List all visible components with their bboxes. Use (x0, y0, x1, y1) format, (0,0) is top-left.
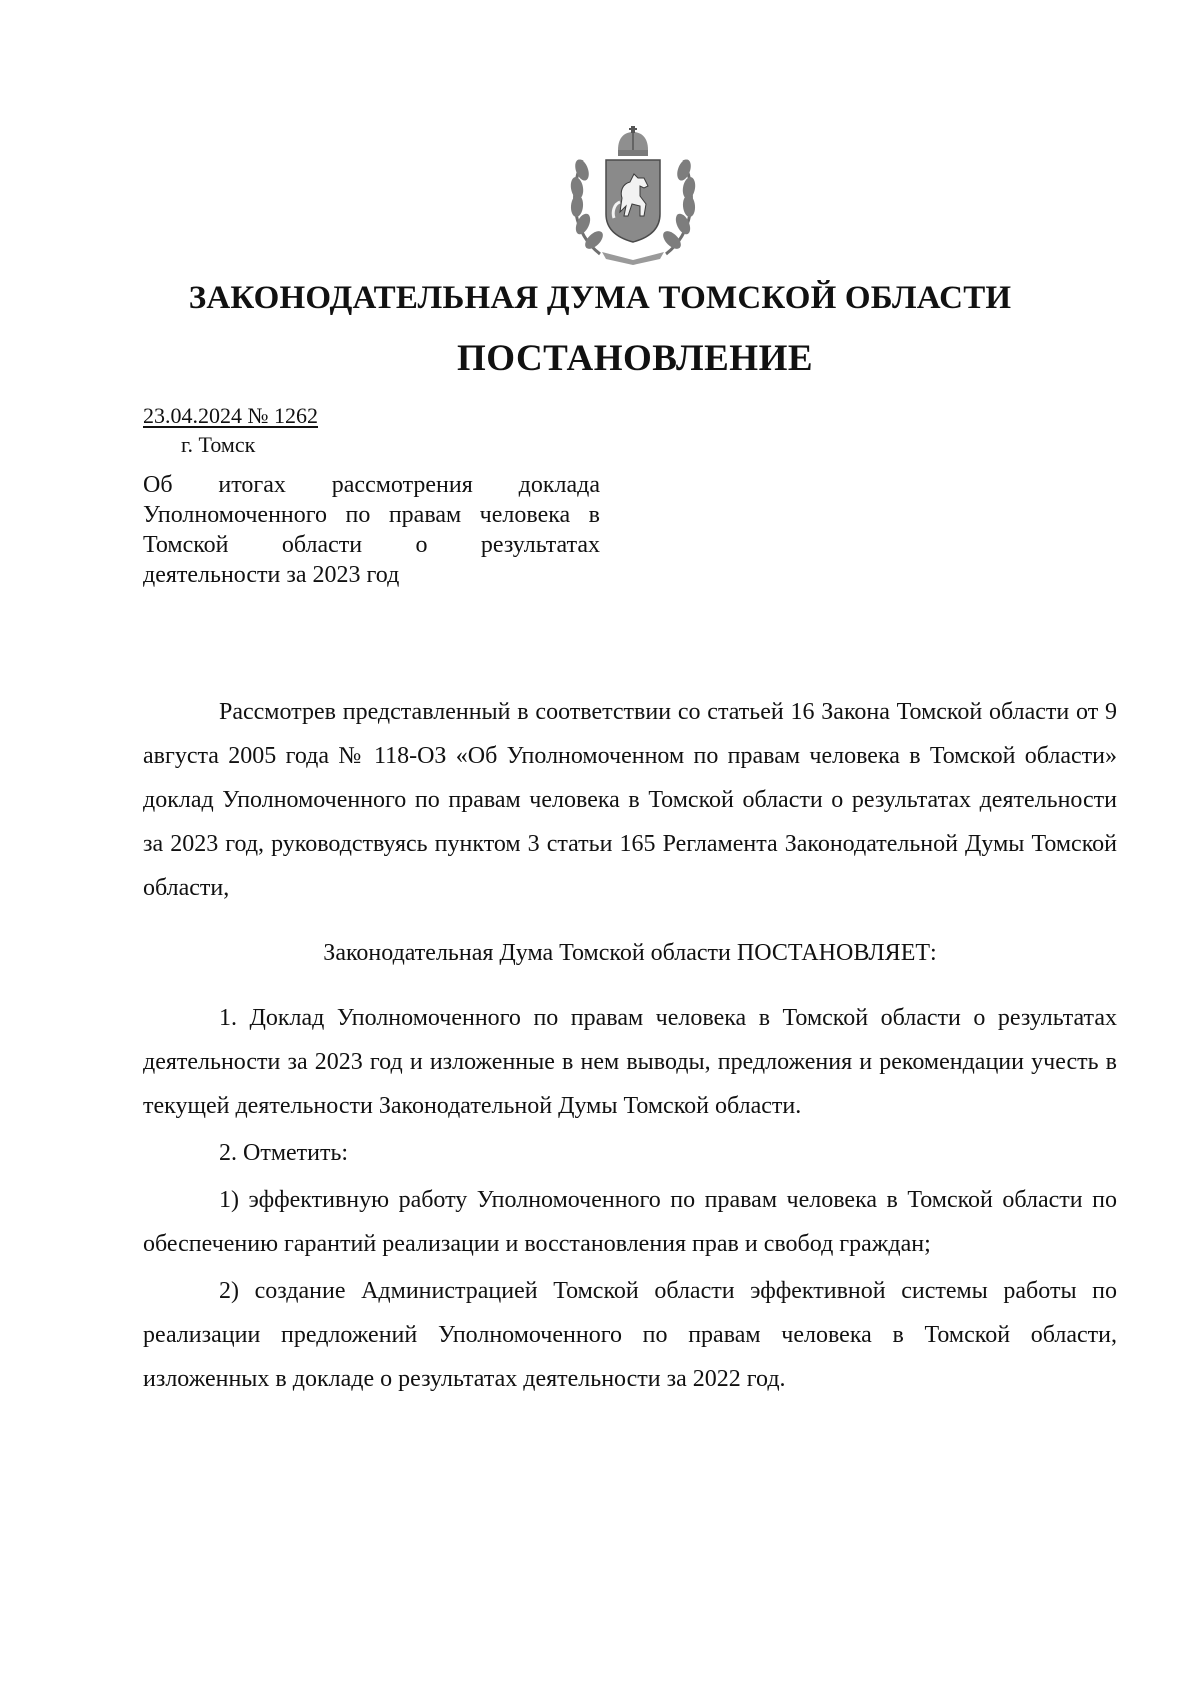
document-type-title: ПОСТАНОВЛЕНИЕ (456, 338, 814, 379)
tomsk-region-coat-of-arms-icon (560, 126, 706, 266)
item-2-2-paragraph: 2) создание Администрацией Томской области эффективной системы работы по реализации предложений Уполномоченного по правам человека в Томской области, изложенных в докладе о результатах деятельности за 2022 год. (143, 1278, 1117, 1392)
document-body (143, 690, 1117, 1401)
document-subject: Об итогах рассмотрения доклада Уполномоченного по правам человека в Томской области о результатах деятельности за 2023 год (143, 472, 600, 588)
resolution-heading: Законодательная Дума Томской области ПОСТАНОВЛЯЕТ: (323, 940, 937, 966)
item-1-paragraph: 1. Доклад Уполномоченного по правам человека в Томской области о результатах деятельности за 2023 год и изложенные в нем выводы, предложения и рекомендации учесть в текущей деятельности Законодательной Думы Томской области. (143, 1005, 1117, 1119)
preamble-paragraph: Рассмотрев представленный в соответствии со статьей 16 Закона Томской области от 9 августа 2005 года № 118-ОЗ «Об Уполномоченном по правам человека в Томской области» доклад Уполномоченного по правам человека в Томской области о результатах деятельности за 2023 год, руководствуясь пунктом 3 статьи 165 Регламента Законодательной Думы Томской области, (143, 699, 1117, 901)
item-2-1-paragraph: 1) эффективную работу Уполномоченного по правам человека в Томской области по обеспечению гарантий реализации и восстановления прав и свобод граждан; (143, 1187, 1117, 1257)
document-date-number: 23.04.2024 № 1262 (143, 403, 318, 428)
item-2-paragraph: 2. Отметить: (219, 1140, 349, 1166)
document-city: г. Томск (181, 432, 256, 457)
organization-title: ЗАКОНОДАТЕЛЬНАЯ ДУМА ТОМСКОЙ ОБЛАСТИ (188, 280, 1012, 316)
